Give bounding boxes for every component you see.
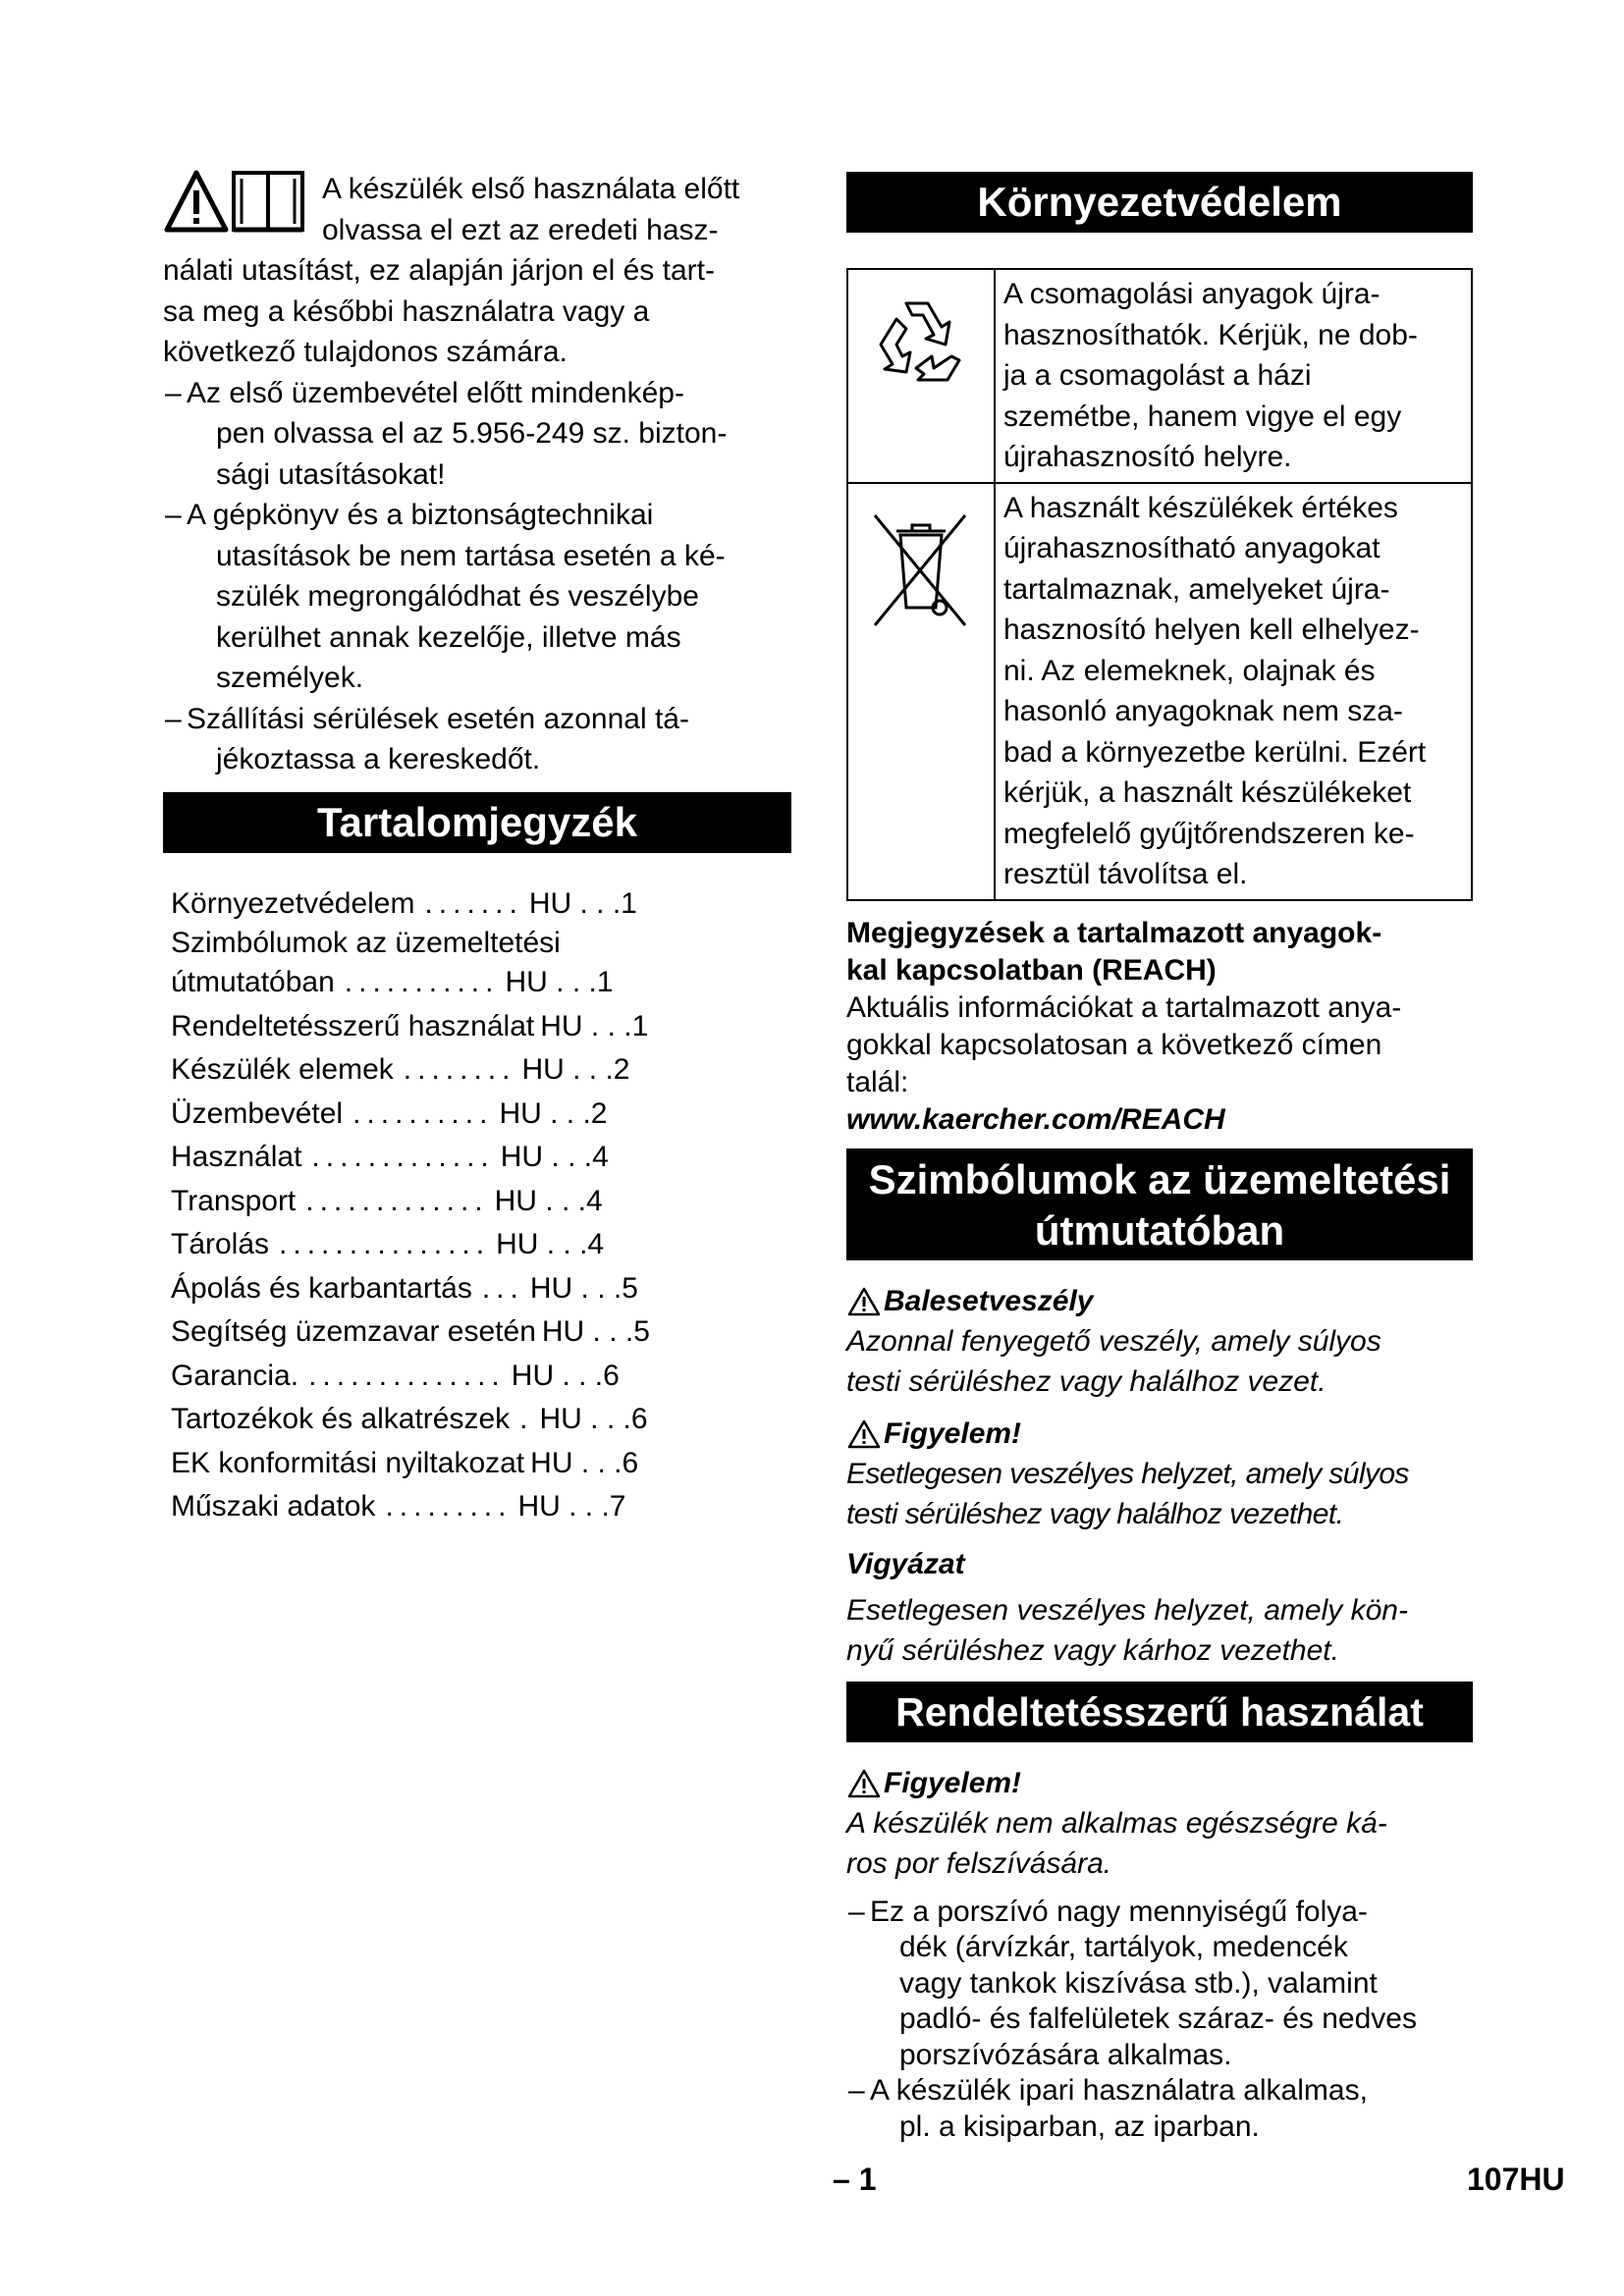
- reach-title-1: Megjegyzések a tartalmazott anyagok-: [846, 916, 1382, 949]
- toc-row[interactable]: [171, 1355, 791, 1399]
- toc-page: HU . . .4: [496, 1228, 605, 1260]
- danger-text: Azonnal fenyegető veszély, amely súlyos testi sérüléshez vagy halálhoz vezet.: [846, 1324, 1381, 1398]
- symbols-heading: Szimbólumok az üzemeltetési útmutatóban: [846, 1148, 1473, 1260]
- reach-text-3: talál:: [846, 1065, 909, 1098]
- env-recycle-text: A csomagolási anyagok újra- hasznosíthatók. Kérjük, ne dob- ja a csomagolást a házi szemétbe, hanem vigye el egy újrahasznosító helyre.: [1003, 278, 1418, 473]
- bullet-dash: –: [848, 2074, 865, 2107]
- page-code: 107HU: [1467, 2162, 1565, 2197]
- toc-row[interactable]: [171, 1442, 791, 1486]
- toc-page: HU . . .2: [499, 1096, 608, 1130]
- intro-block: [163, 169, 791, 780]
- env-cell-icon: [848, 270, 996, 482]
- left-column: [163, 169, 791, 1529]
- env-cell-icon: [848, 484, 996, 899]
- usage-warning-label: Figyelem!: [846, 1764, 1473, 1803]
- toc-dots: ..........: [352, 1096, 494, 1130]
- bullet-dash: –: [165, 702, 182, 735]
- toc-row-title-line: Szimbólumok az üzemeltetési: [171, 927, 561, 959]
- toc-title: Ápolás és karbantartás: [171, 1271, 472, 1305]
- warning-label: Figyelem!: [846, 1415, 1473, 1454]
- warning-triangle-icon: [163, 169, 310, 234]
- intro-bullet-2: – A gépkönyv és a biztonságtechnikai utasítások be nem tartása esetén a ké- szülék megrongálódhat és veszélybe kerülhet annak kezelője, illetve más személyek.: [163, 495, 791, 699]
- toc-page: HU . . .4: [494, 1184, 603, 1217]
- danger-label: Balesetveszély: [846, 1282, 1473, 1321]
- intro-line-4: sa meg a későbbi használatra vagy a: [163, 294, 650, 328]
- toc-page: HU . . .6: [530, 1446, 639, 1479]
- toc-row[interactable]: [171, 1180, 791, 1224]
- table-of-contents: [163, 882, 791, 1529]
- symbols-block: [846, 1282, 1473, 1672]
- toc-title: Tárolás: [171, 1228, 270, 1260]
- toc-dots: ...: [481, 1271, 524, 1305]
- intro-line-1: A készülék első használata előtt: [322, 173, 740, 205]
- toc-title: Készülék elemek: [171, 1053, 394, 1086]
- toc-title: útmutatóban: [171, 966, 335, 998]
- warning-triangle-icon: [846, 1286, 882, 1317]
- bullet-dash: –: [848, 1895, 865, 1928]
- toc-title: Műszaki adatok: [171, 1490, 376, 1522]
- toc-row[interactable]: [171, 1267, 791, 1311]
- toc-row[interactable]: [171, 1485, 791, 1529]
- intro-bullet-1: – Az első üzembevétel előtt mindenkép- pen olvassa el az 5.956-249 sz. bizton- sági utasításokat!: [163, 373, 791, 496]
- warning-text: Esetlegesen veszélyes helyzet, amely súlyos testi sérüléshez vagy halálhoz vezethet.: [846, 1457, 1409, 1530]
- toc-page: HU . . .1: [528, 886, 637, 920]
- toc-page: HU . . .6: [511, 1359, 620, 1392]
- intro-icons: [163, 169, 310, 243]
- toc-row[interactable]: [171, 1398, 791, 1442]
- toc-page: HU . . .5: [541, 1315, 650, 1348]
- toc-title: Segítség üzemzavar esetén: [171, 1315, 536, 1348]
- toc-page: HU . . .2: [521, 1053, 630, 1086]
- usage-heading: Rendeltetésszerű használat: [846, 1682, 1473, 1742]
- toc-title: Környezetvédelem: [171, 886, 415, 920]
- reach-block: [846, 915, 1473, 1139]
- toc-title: Rendeltetésszerű használat: [171, 1009, 535, 1042]
- toc-title: Tartozékok és alkatrészek: [171, 1403, 511, 1435]
- env-row-recycle: [848, 270, 1471, 484]
- toc-title: Garancia.: [171, 1359, 299, 1392]
- caution-text: Esetlegesen veszélyes helyzet, amely kön- nyű sérüléshez vagy kárhoz vezethet.: [846, 1593, 1408, 1667]
- toc-row[interactable]: [171, 1223, 791, 1267]
- toc-row[interactable]: [171, 1310, 791, 1355]
- toc-dots: ...............: [279, 1228, 491, 1260]
- intro-line-2: olvassa el ezt az eredeti hasz-: [322, 213, 719, 246]
- toc-dots: .........: [385, 1490, 513, 1522]
- toc-row[interactable]: [171, 1093, 791, 1137]
- usage-bullet-1: – Ez a porszívó nagy mennyiségű folya- dék (árvízkár, tartályok, medencék vagy tankok kiszívása stb.), valamint padló- és falfelületek száraz- és nedves porszívózására alkalmas.: [848, 1895, 1417, 2071]
- toc-row[interactable]: [171, 1005, 791, 1049]
- usage-list: [846, 1895, 1473, 2146]
- toc-page: HU . . .1: [505, 966, 614, 998]
- warning-triangle-icon: [846, 1418, 882, 1450]
- toc-title: Transport: [171, 1184, 297, 1217]
- open-book-icon: [234, 173, 302, 230]
- toc-title: Üzembevétel: [171, 1096, 344, 1130]
- toc-dots: ........: [403, 1053, 516, 1086]
- reach-text-1: Aktuális információkat a tartalmazott anya-: [846, 990, 1402, 1024]
- toc-dots: .: [519, 1403, 534, 1435]
- intro-bullet-3: – Szállítási sérülések esetén azonnal tá- jékoztassa a kereskedőt.: [163, 699, 791, 780]
- warning-triangle-icon: [846, 1768, 882, 1799]
- env-bin-text: A használt készülékek értékes újrahasznosítható anyagokat tartalmaznak, amelyeket újra- hasznosító helyen kell elhelyez- ni. Az elemeknek, olajnak és hasonló anyagoknak nem sza- bad a környezetbe kerülni. Ezért kérjük, a használt készülékeket megfelelő gyűjtőrendszeren ke- resztül távolítsa el.: [1003, 491, 1427, 890]
- toc-row[interactable]: [171, 1048, 791, 1093]
- toc-page: HU . . .6: [539, 1403, 648, 1435]
- toc-title: Használat: [171, 1141, 302, 1173]
- env-table: [846, 268, 1473, 901]
- bullet-dash: –: [165, 499, 182, 531]
- recycle-icon: [867, 292, 975, 390]
- reach-text-2: gokkal kapcsolatosan a következő címen: [846, 1028, 1382, 1061]
- page-number: – 1: [833, 2162, 877, 2197]
- toc-row[interactable]: [171, 1136, 791, 1180]
- toc-dots: ..............: [308, 1359, 506, 1392]
- env-heading: Környezetvédelem: [846, 172, 1473, 233]
- bullet-dash: –: [165, 376, 182, 409]
- crossed-bin-icon: [867, 506, 975, 633]
- right-column: [846, 172, 1473, 2145]
- usage-warning-text: A készülék nem alkalmas egészségre ká- ros por felszívására.: [846, 1806, 1387, 1880]
- toc-dots: .............: [305, 1184, 489, 1217]
- usage-block: [846, 1764, 1473, 2146]
- env-row-bin: [848, 484, 1471, 899]
- toc-dots: .............: [311, 1141, 495, 1173]
- toc-row[interactable]: [171, 882, 791, 927]
- toc-dots: ...........: [344, 966, 500, 998]
- toc-page: HU . . .4: [500, 1141, 609, 1173]
- intro-line-3: nálati utasítást, ez alapján járjon el és tart-: [163, 254, 715, 287]
- reach-title-2: kal kapcsolatban (REACH): [846, 953, 1217, 987]
- intro-line-5: következő tulajdonos számára.: [163, 336, 568, 368]
- reach-link[interactable]: www.kaercher.com/REACH: [846, 1102, 1225, 1136]
- toc-page: HU . . .1: [540, 1009, 649, 1042]
- toc-heading: Tartalomjegyzék: [163, 792, 791, 853]
- toc-dots: .......: [424, 886, 523, 920]
- toc-page: HU . . .7: [517, 1490, 626, 1522]
- toc-page: HU . . .5: [529, 1271, 638, 1305]
- toc-title: EK konformitási nyiltakozat: [171, 1446, 525, 1479]
- caution-label: Vigyázat: [846, 1547, 965, 1580]
- usage-bullet-2: – A készülék ipari használatra alkalmas, pl. a kisiparban, az iparban.: [848, 2074, 1368, 2143]
- toc-row[interactable]: [171, 961, 791, 1005]
